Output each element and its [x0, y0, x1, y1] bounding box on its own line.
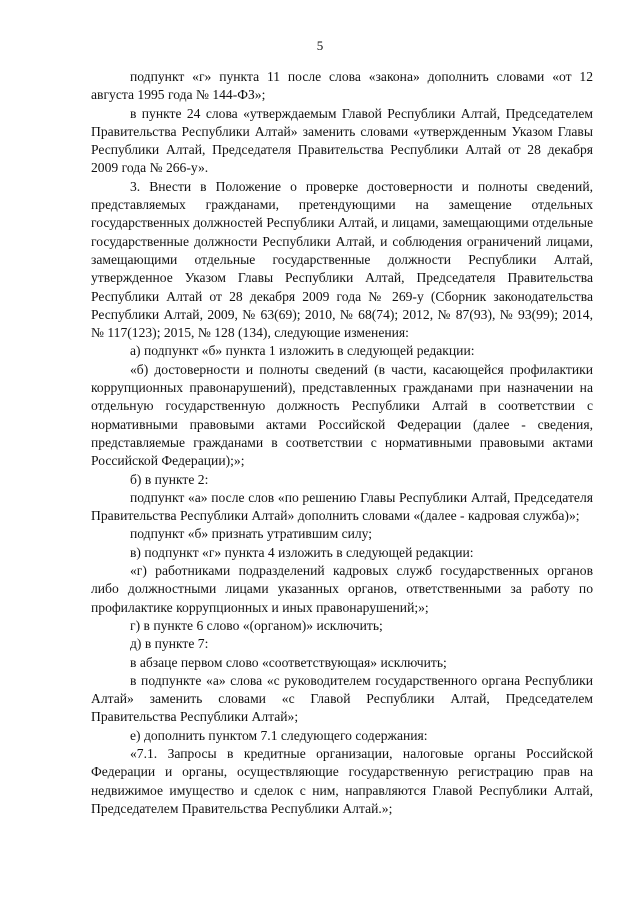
- paragraph-item-b-subpoint-a: подпункт «а» после слов «по решению Главы Республики Алтай, Председателя Правительства Республики Алтай» дополнить словами «(далее - кадровая служба)»;: [91, 489, 593, 524]
- paragraph-item-a-quote: «б) достоверности и полноты сведений (в части, касающейся профилактики коррупционных правонарушений), представленных гражданами при назначении на отдельную государственную должность Республики Алтай в соответствии с нормативными правовыми актами Российской Федерации (далее - сведения, представляемые гражданами в соответствии с нормативными правовыми актами Российской Федерации);»;: [91, 361, 593, 469]
- paragraph-item-e-quote: «7.1. Запросы в кредитные организации, налоговые органы Российской Федерации и органы, осуществляющие государственную регистрацию прав на недвижимое имущество и сделок с ним, направляются Главой Республики Алтай, Председателем Правительства Республики Алтай.»;: [91, 745, 593, 816]
- page-number: 5: [316, 38, 324, 53]
- paragraph-section-3-intro: 3. Внести в Положение о проверке достоверности и полноты сведений, представляемых гражданами, претендующими на замещение отдельных государственных должностей Республики Алтай, и лицами, замещающими отдельные государственные должности Республики Алтай, и соблюдения ограничений лицами, замещающими отдельные государственные должности Республики Алтай, утвержденное Указом Главы Республики Алтай, Председателя Правительства Республики Алтай от 28 декабря 2009 года № 269-у (Сборник законодательства Республики Алтай, 2009, № 63(69); 2010, № 68(74); 2012, № 87(93), № 93(99); 2014, № 117(123); 2015, № 128 (134), следующие изменения:: [91, 178, 593, 341]
- paragraph-item-a: а) подпункт «б» пункта 1 изложить в следующей редакции:: [130, 343, 475, 359]
- paragraph-amend-point-24: в пункте 24 слова «утверждаемым Главой Республики Алтай, Председателем Правительства Республики Алтай» заменить словами «утвержденным Указом Главы Республики Алтай, Председателя Правительства Республики Алтай от 28 декабря 2009 года № 266-у».: [91, 105, 593, 176]
- paragraph-item-v: в) подпункт «г» пункта 4 изложить в следующей редакции:: [130, 544, 474, 560]
- paragraph-item-d: д) в пункте 7:: [130, 636, 209, 652]
- paragraph-item-b-subpoint-b: подпункт «б» признать утратившим силу;: [130, 526, 373, 542]
- paragraph-item-b: б) в пункте 2:: [130, 471, 209, 487]
- paragraph-amend-subpoint-g-point-11: подпункт «г» пункта 11 после слова «закона» дополнить словами «от 12 августа 1995 года № 144-ФЗ»;: [91, 69, 593, 103]
- paragraph-item-v-quote: «г) работниками подразделений кадровых служб государственных органов либо должностными лицами указанных органов, ответственными за работу по профилактике коррупционных и иных правонарушений;»;: [91, 563, 593, 615]
- paragraph-item-e: е) дополнить пунктом 7.1 следующего содержания:: [130, 727, 428, 743]
- paragraph-item-d-first-abzac: в абзаце первом слово «соответствующая» исключить;: [130, 654, 447, 670]
- paragraph-item-g: г) в пункте 6 слово «(органом)» исключить;: [130, 617, 383, 633]
- paragraph-item-d-subpoint-a: в подпункте «а» слова «с руководителем государственного органа Республики Алтай» заменить словами «с Главой Республики Алтай, Председателем Правительства Республики Алтай»;: [91, 672, 593, 725]
- document-body: [91, 68, 593, 818]
